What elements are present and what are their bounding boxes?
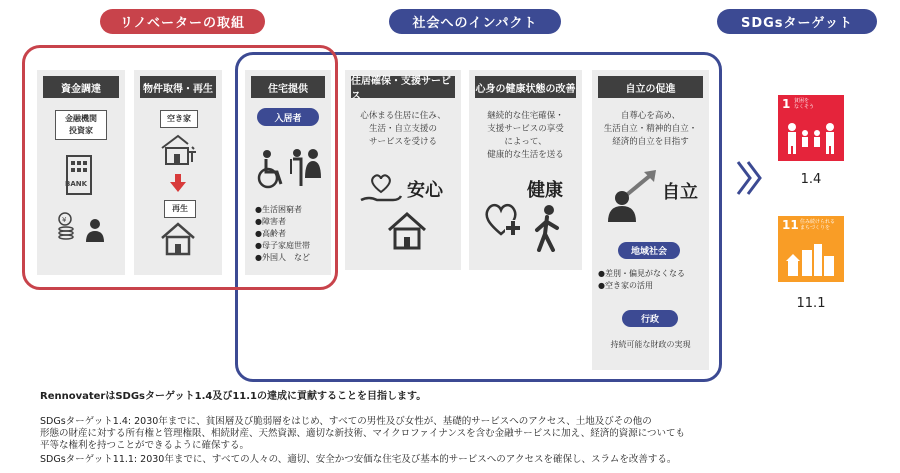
resident-item: ●母子家庭世帯	[255, 241, 310, 250]
community-item: ●差別・偏見がなくなる	[598, 269, 685, 278]
admin-badge: 行政	[622, 310, 678, 327]
housing-column	[245, 70, 331, 275]
independence-column	[592, 70, 709, 370]
person-icon	[305, 149, 321, 178]
arrow-down-icon	[170, 174, 186, 192]
vacant-house-box	[160, 110, 198, 128]
community-list	[598, 268, 685, 292]
health-column	[469, 70, 582, 270]
chevron-right-icon	[734, 158, 766, 198]
footer-headline: RennovaterはSDGsターゲット1.4及び11.1の達成に貢献することを目指します。	[40, 391, 427, 402]
health-title: 心身の健康状態の改善	[475, 76, 576, 98]
heart-cross-icon	[481, 200, 523, 240]
resident-item: ●障害者	[255, 217, 286, 226]
footer-paragraph-line: SDGsターゲット11.1: 2030年までに、すべての人々の、適切、安全かつ安価な住宅及び基本的サービスへのアクセスを確保し、スラムを改善する。	[40, 454, 677, 465]
city-icon	[786, 242, 836, 278]
independence-title: 自立の促進	[598, 76, 703, 98]
community-item: ●空き家の活用	[598, 281, 653, 290]
sdg1-text: 貧困を なくそう	[794, 98, 815, 110]
elderly-icon	[291, 149, 301, 186]
fund-title: 資金調達	[43, 76, 119, 98]
renewed-label: 再生	[172, 204, 188, 213]
coin-stack-icon	[55, 212, 77, 242]
sdgs-header: SDGsターゲット	[717, 9, 877, 34]
sdg11-text: 住み続けられる まちづくりを	[800, 219, 836, 231]
resident-list	[255, 204, 310, 264]
jiritsu-word: 自立	[662, 182, 698, 203]
property-title: 物件取得・再生	[140, 76, 216, 98]
renovator-header: リノベーターの取組	[100, 9, 265, 34]
property-column	[134, 70, 222, 275]
footer-paragraph-line: 形態の財産に対する所有権と管理権限、相続財産、天然資源、適切な新技術、マイクロファイナンスを含む金融サービスに加え、経済的資源についても	[40, 428, 686, 439]
community-badge: 地域社会	[618, 242, 680, 259]
health-text: 継続的な住宅確保・ 支援サービスの享受 によって、 健康的な生活を送る	[487, 111, 564, 160]
housing-title: 住宅提供	[251, 76, 325, 98]
sdg11-tile	[778, 216, 844, 282]
house-icon	[160, 220, 196, 256]
renewed-box	[164, 200, 196, 218]
residents-badge: 入居者	[257, 108, 319, 126]
support-column	[345, 70, 461, 270]
resident-item: ●生活困窮者	[255, 205, 302, 214]
support-title: 住居確保・支援サービス	[351, 76, 455, 98]
resident-item: ●外国人 など	[255, 253, 310, 262]
kenko-word: 健康	[527, 180, 563, 201]
resident-item: ●高齢者	[255, 229, 286, 238]
fund-column	[37, 70, 125, 275]
bank-building-icon	[63, 152, 95, 196]
sdg11-number: 11	[782, 218, 799, 232]
broken-house-icon	[158, 132, 198, 166]
fund-source-label: 金融機関 投資家	[65, 114, 97, 135]
house-icon	[387, 210, 427, 250]
impact-header: 社会へのインパクト	[389, 9, 561, 34]
sdg1-target: 1.4	[800, 172, 822, 187]
person-icon	[85, 218, 105, 242]
support-text: 心休まる住居に住み、 生活・自立支援の サービスを受ける	[360, 111, 446, 147]
admin-text: 持続可能な財政の実現	[610, 340, 691, 349]
svg-text:¥: ¥	[62, 216, 67, 224]
person-growth-arrow-icon	[600, 168, 658, 222]
sdg11-target: 11.1	[796, 296, 826, 311]
hand-heart-icon	[359, 170, 403, 210]
sdg1-tile	[778, 95, 844, 161]
sdg1-number: 1	[782, 97, 791, 111]
footer-paragraph-line: 平等な権利を持つことができるように確保する。	[40, 440, 250, 451]
resident-icons	[257, 148, 323, 190]
anshin-word: 安心	[407, 180, 443, 201]
fund-source-box	[55, 110, 107, 140]
vacant-house-label: 空き家	[167, 114, 191, 123]
footer-paragraph-line: SDGsターゲット1.4: 2030年までに、貧困層及び脆弱層をはじめ、すべての男性及び女性が、基礎的サービスへのアクセス、土地及びその他の	[40, 416, 652, 427]
bank-label: BANK	[65, 180, 88, 188]
walking-person-icon	[533, 204, 563, 252]
wheelchair-icon	[259, 150, 281, 187]
family-icon	[784, 121, 838, 155]
independence-text: 自尊心を高め、 生活自立・精神的自立・ 経済的自立を目指す	[603, 111, 698, 147]
